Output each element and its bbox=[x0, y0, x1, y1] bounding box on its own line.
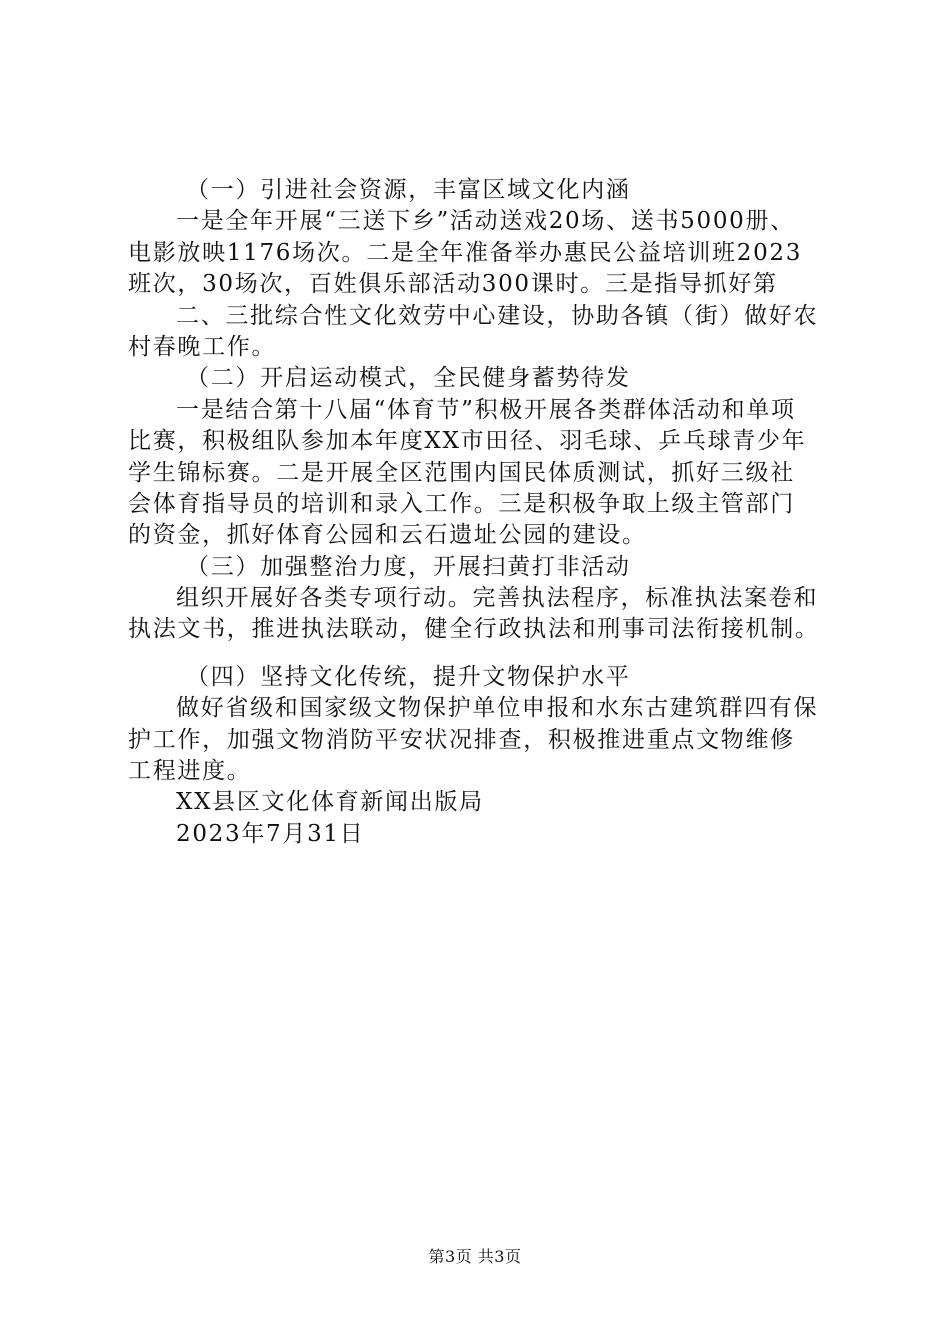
signature-organization: XX县区文化体育新闻出版局 bbox=[176, 789, 484, 816]
paragraph-line: 执法文书，推进执法联动，健全行政执法和刑事司法衔接机制。 bbox=[128, 616, 820, 643]
paragraph-line: 会体育指导员的培训和录入工作。三是积极争取上级主管部门 bbox=[128, 490, 795, 517]
paragraph-line: 组织开展好各类专项行动。完善执法程序，标准执法案卷和 bbox=[176, 585, 819, 612]
paragraph-line: 护工作，加强文物消防平安状况排查，积极推进重点文物维修 bbox=[128, 726, 795, 753]
paragraph-line: 做好省级和国家级文物保护单位申报和水东古建筑群四有保 bbox=[176, 695, 819, 722]
section-heading-2: （二）开启运动模式，全民健身蓄势待发 bbox=[186, 365, 631, 392]
paragraph-line: 一是结合第十八届“体育节”积极开展各类群体活动和单项 bbox=[176, 396, 796, 423]
page-number-footer: 第3页 共3页 bbox=[428, 1247, 522, 1266]
paragraph-line: 村春晚工作。 bbox=[128, 333, 277, 360]
paragraph-line: 班次，30场次，百姓俱乐部活动300课时。三是指导抓好第 bbox=[128, 271, 778, 298]
paragraph-line: 工程进度。 bbox=[128, 758, 252, 785]
section-heading-1: （一）引进社会资源，丰富区域文化内涵 bbox=[186, 177, 631, 203]
paragraph-line: 电影放映1176场次。二是全年准备举办惠民公益培训班2023 bbox=[128, 239, 803, 266]
section-heading-4: （四）坚持文化传统，提升文物保护水平 bbox=[186, 663, 631, 690]
paragraph-gap bbox=[128, 646, 848, 662]
paragraph-line: 学生锦标赛。二是开展全区范围内国民体质测试，抓好三级社 bbox=[128, 459, 795, 486]
section-heading-3: （三）加强整治力度，开展扫黄打非活动 bbox=[186, 553, 631, 580]
paragraph-line: 二、三批综合性文化效劳中心建设，协助各镇（街）做好农 bbox=[176, 302, 819, 329]
paragraph-line: 比赛，积极组队参加本年度XX市田径、羽毛球、乒乓球青少年 bbox=[128, 428, 807, 455]
document-body bbox=[128, 175, 848, 850]
paragraph-line: 的资金，抓好体育公园和云石遗址公园的建设。 bbox=[128, 522, 647, 549]
signature-date: 2023年7月31日 bbox=[176, 820, 365, 847]
paragraph-line: 一是全年开展“三送下乡”活动送戏20场、送书5000册、 bbox=[176, 208, 795, 235]
